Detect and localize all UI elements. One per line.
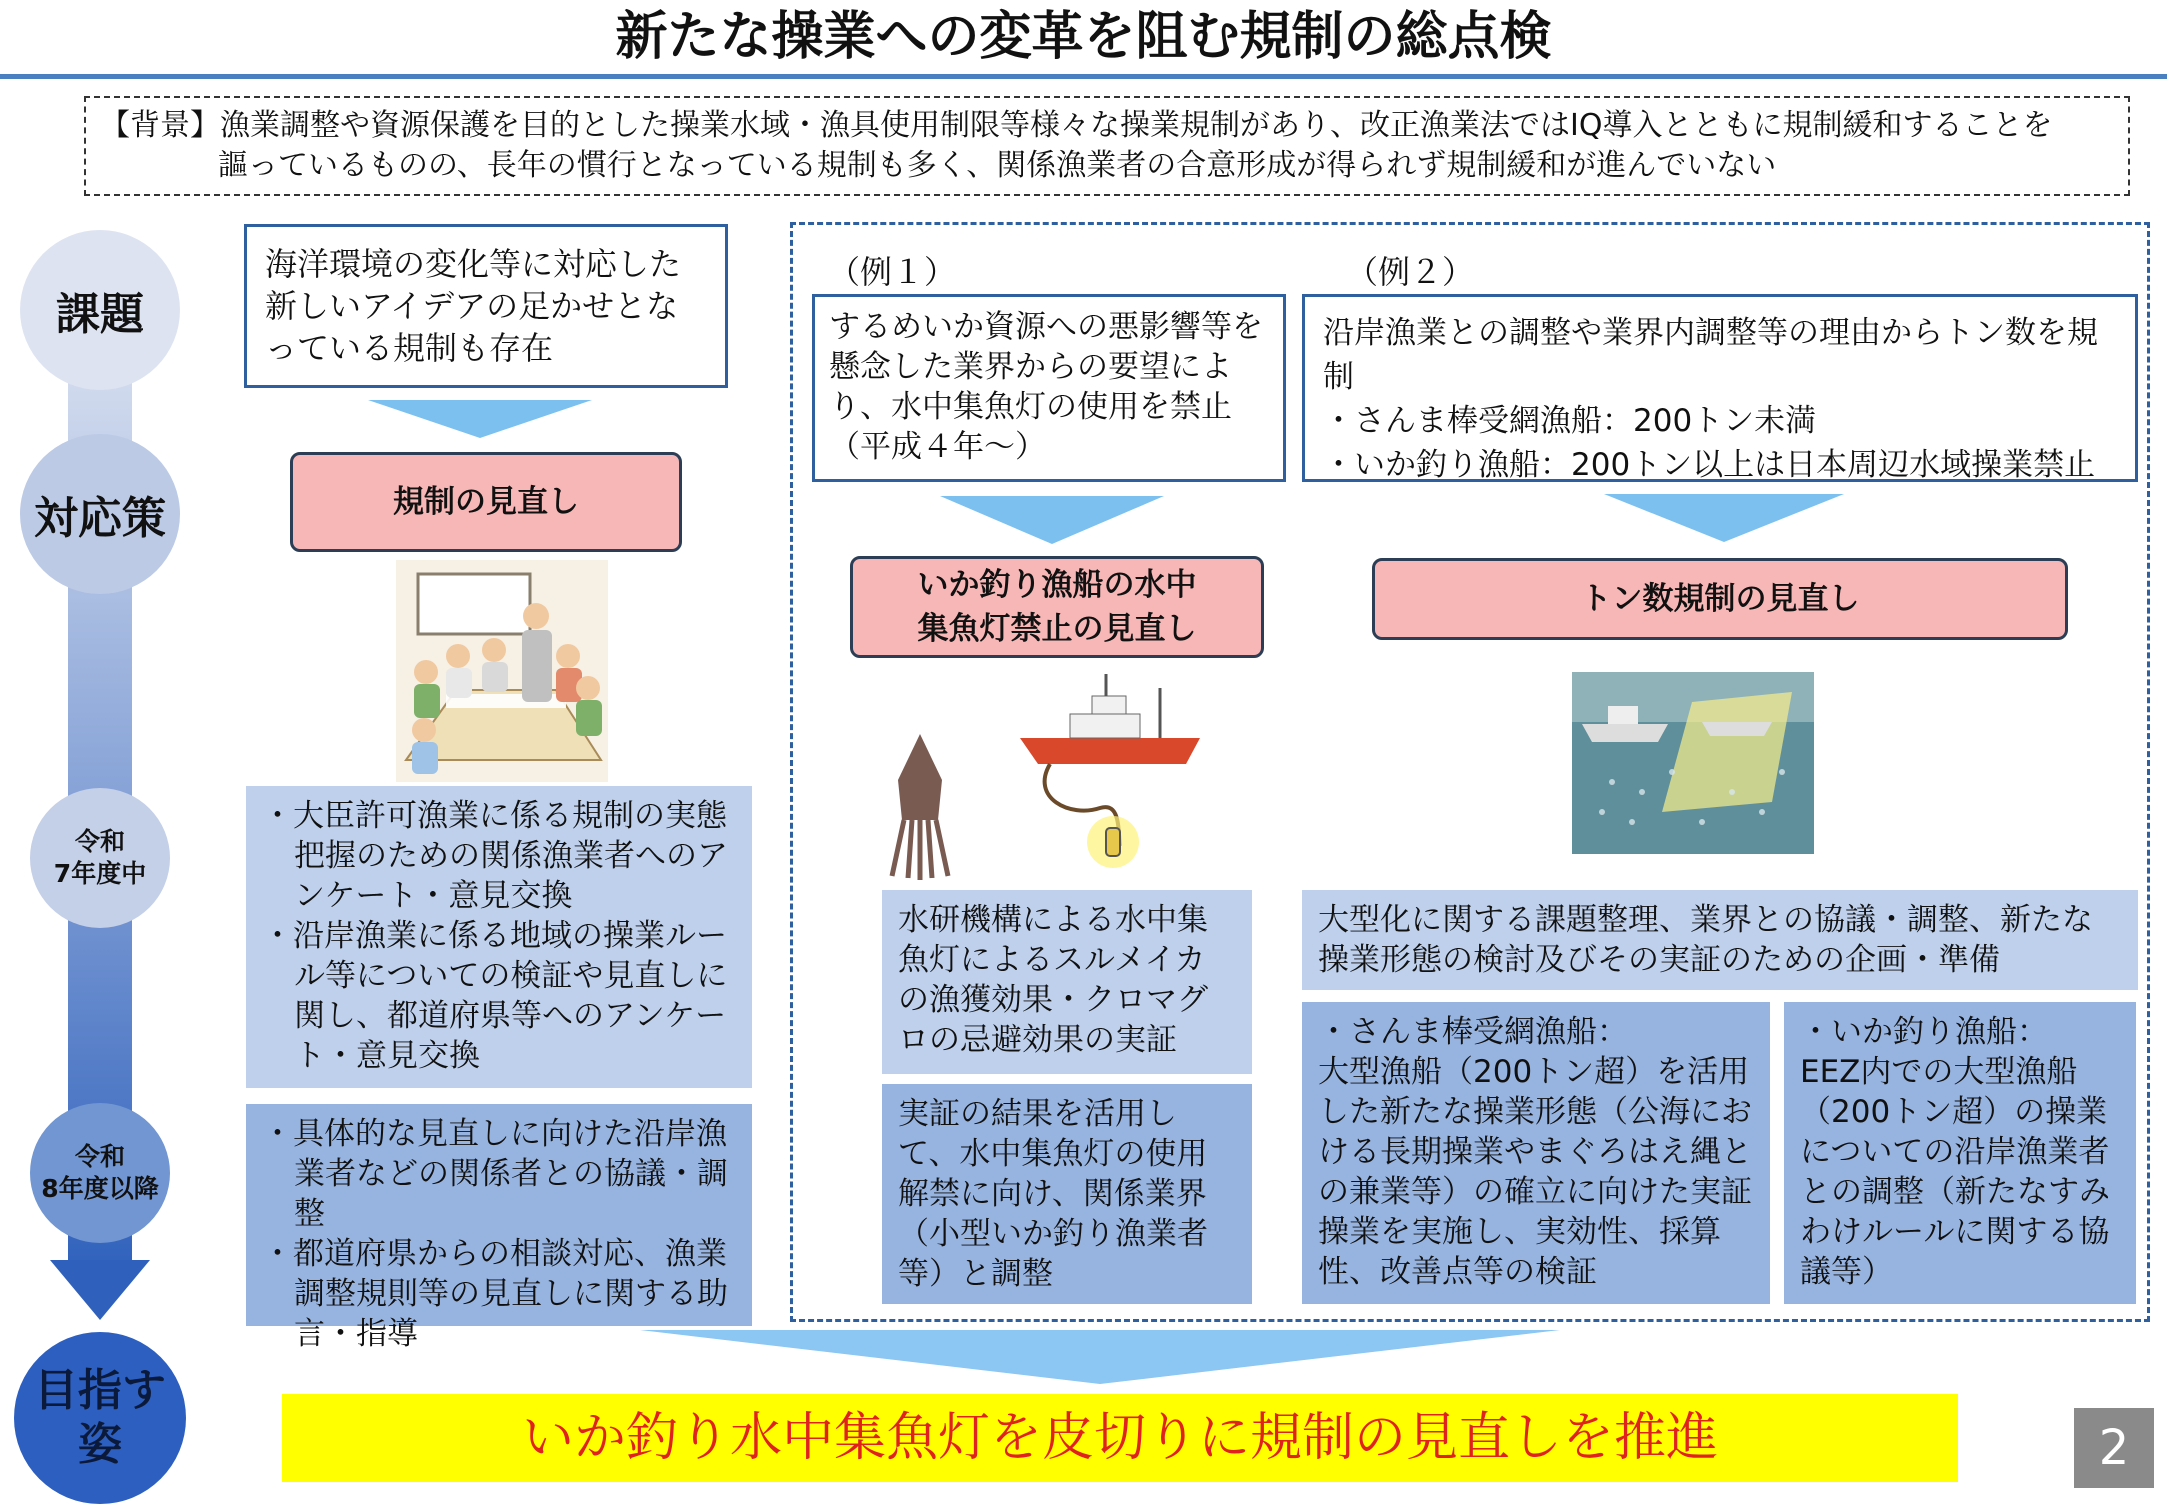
axis-reiwa7-circle bbox=[30, 788, 170, 928]
example1-issue-box: するめいか資源への悪影響等を懸念した業界からの要望により、水中集魚灯の使用を禁止（平成４年～） bbox=[812, 294, 1286, 482]
example1-reiwa8-box: 実証の結果を活用して、水中集魚灯の使用解禁に向け、関係業界（小型いか釣り漁業者等）と調整 bbox=[882, 1084, 1252, 1304]
left-issue-box: 海洋環境の変化等に対応した新しいアイデアの足かせとなっている規制も存在 bbox=[244, 224, 728, 388]
axis-reiwa8-line2: 8年度以降 bbox=[41, 1174, 159, 1203]
example2-reiwa8-saury-box bbox=[1302, 1002, 1770, 1304]
axis-goal-circle bbox=[14, 1332, 186, 1504]
squid-icon bbox=[880, 730, 960, 880]
example2-issue-line1: 沿岸漁業との調整や業界内調整等の理由からトン数を規制 bbox=[1323, 315, 2098, 395]
example1-measure-box bbox=[850, 556, 1264, 658]
fleet-underwater-illustration bbox=[1572, 672, 1814, 854]
example1-down-arrow bbox=[940, 496, 1164, 544]
page-number: 2 bbox=[2074, 1408, 2154, 1488]
example1-measure-line1: いか釣り漁船の水中 bbox=[917, 567, 1197, 603]
timeline-arrowhead bbox=[50, 1260, 150, 1320]
axis-measure-circle: 対応策 bbox=[20, 434, 180, 594]
axis-goal-line1: 目指す bbox=[34, 1365, 166, 1416]
example1-measure-line2: 集魚灯禁止の見直し bbox=[917, 611, 1197, 647]
left-reiwa7-item-1: ・大臣許可漁業に係る規制の実態把握のための関係漁業者へのアンケート・意見交換 bbox=[262, 798, 728, 914]
axis-reiwa7-line2: 7年度中 bbox=[53, 859, 147, 888]
left-reiwa8-item-1: ・具体的な見直しに向けた沿岸漁業者などの関係者との協議・調整 bbox=[262, 1116, 728, 1232]
title-underline bbox=[0, 74, 2167, 79]
axis-goal-line2: 姿 bbox=[78, 1419, 122, 1470]
left-reiwa7-box bbox=[246, 786, 752, 1088]
example2-issue-line2: ・さんま棒受網漁船：200トン未満 bbox=[1323, 403, 1817, 439]
left-reiwa8-box bbox=[246, 1104, 752, 1352]
goal-banner: いか釣り水中集魚灯を皮切りに規制の見直しを推進 bbox=[282, 1394, 1958, 1482]
axis-issue-circle: 課題 bbox=[20, 230, 180, 390]
example2-reiwa8-squid-box bbox=[1784, 1002, 2136, 1304]
example1-label: （例１） bbox=[828, 253, 957, 291]
example2-issue-box bbox=[1302, 294, 2138, 482]
example2-saury-title: ・さんま棒受網漁船： bbox=[1318, 1014, 1628, 1050]
background-box bbox=[84, 96, 2130, 196]
example2-label: （例２） bbox=[1346, 253, 1475, 291]
background-line-2: 謳っているものの、長年の慣行となっている規制も多く、関係漁業者の合意形成が得られず規制緩和が進んでいない bbox=[218, 148, 1777, 183]
underwater-light-icon bbox=[1086, 812, 1140, 872]
left-down-arrow bbox=[368, 400, 592, 438]
axis-reiwa8-circle bbox=[30, 1103, 170, 1243]
left-reiwa7-item-2: ・沿岸漁業に係る地域の操業ルール等についての検証や見直しに関し、都道府県等へのアンケート・意見交換 bbox=[262, 918, 728, 1074]
example2-squid-text: EEZ内での大型漁船（200トン超）の操業についての沿岸漁業者との調整（新たなすみわけルールに関する協議等） bbox=[1800, 1054, 2110, 1290]
example2-saury-text: 大型漁船（200トン超）を活用した新たな操業形態（公海における長期操業やまぐろはえ縄との兼業等）の確立に向けた実証操業を実施し、実効性、採算性、改善点等の検証 bbox=[1318, 1054, 1752, 1290]
goal-down-arrow bbox=[640, 1330, 1560, 1384]
axis-reiwa7-line1: 令和 bbox=[74, 827, 125, 856]
meeting-illustration bbox=[396, 560, 608, 782]
left-reiwa8-item-2: ・都道府県からの相談対応、漁業調整規則等の見直しに関する助言・指導 bbox=[262, 1236, 728, 1352]
example1-reiwa7-box: 水研機構による水中集魚灯によるスルメイカの漁獲効果・クロマグロの忌避効果の実証 bbox=[882, 890, 1252, 1074]
example2-reiwa7-box: 大型化に関する課題整理、業界との協議・調整、新たな操業形態の検討及びその実証のための企画・準備 bbox=[1302, 890, 2138, 990]
left-measure-box: 規制の見直し bbox=[290, 452, 682, 552]
example2-issue-line3: ・いか釣り漁船：200トン以上は日本周辺水域操業禁止 bbox=[1323, 447, 2096, 483]
example2-measure-box: トン数規制の見直し bbox=[1372, 558, 2068, 640]
background-line-1: 【背景】漁業調整や資源保護を目的とした操業水域・漁具使用制限等様々な操業規制があり、改正漁業法ではIQ導入とともに規制緩和することを bbox=[100, 108, 2053, 143]
example2-down-arrow bbox=[1604, 494, 1844, 542]
example2-squid-title: ・いか釣り漁船： bbox=[1800, 1014, 2048, 1050]
page-title: 新たな操業への変革を阻む規制の総点検 bbox=[615, 7, 1552, 67]
axis-reiwa8-line1: 令和 bbox=[74, 1142, 125, 1171]
